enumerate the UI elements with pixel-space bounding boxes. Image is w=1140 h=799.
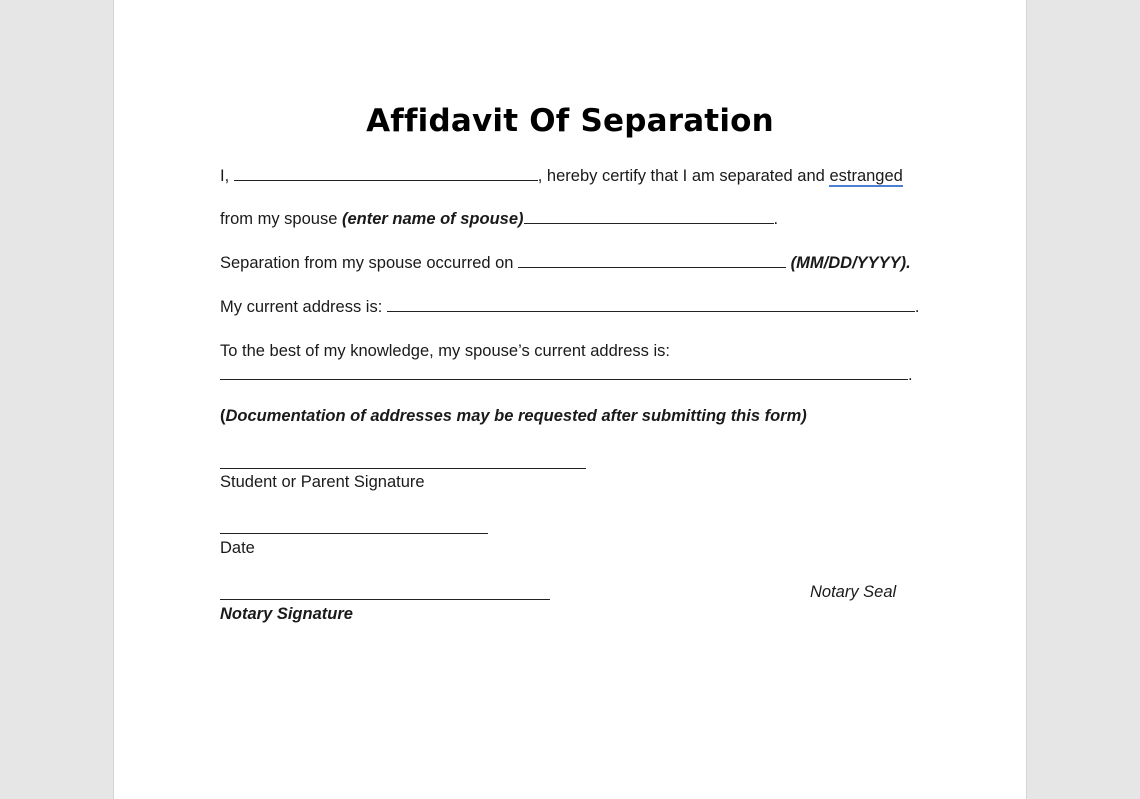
spouse-name-blank[interactable]	[524, 209, 774, 224]
notary-seal-label: Notary Seal	[810, 583, 897, 601]
certify-line: I, , hereby certify that I am separated and estranged	[220, 167, 903, 185]
signature-label: Student or Parent Signature	[220, 473, 425, 491]
date-format-hint: (MM/DD/YYYY).	[790, 254, 911, 272]
date-blank[interactable]	[220, 533, 488, 534]
spouse-address-label: To the best of my knowledge, my spouse’s current address is:	[220, 342, 670, 360]
signature-blank[interactable]	[220, 468, 586, 469]
spouse-name-line: from my spouse (enter name of spouse) .	[220, 210, 779, 228]
document-title: Affidavit Of Separation	[366, 103, 774, 139]
separation-date-blank[interactable]	[518, 253, 786, 268]
name-blank[interactable]	[234, 166, 538, 181]
documentation-note: (Documentation of addresses may be requested after submitting this form)	[220, 407, 807, 425]
spellcheck-flagged-word[interactable]: estranged	[829, 167, 903, 185]
spouse-name-hint: (enter name of spouse)	[341, 210, 524, 228]
spouse-address-line: .	[220, 365, 913, 385]
notary-signature-label: Notary Signature	[220, 605, 353, 623]
spouse-address-blank[interactable]	[220, 365, 908, 380]
separation-date-line: Separation from my spouse occurred on (MM/DD/YYYY).	[220, 254, 911, 272]
current-address-line: My current address is: .	[220, 298, 920, 316]
current-address-blank[interactable]	[387, 297, 915, 312]
notary-signature-blank[interactable]	[220, 599, 550, 600]
document-page	[113, 0, 1027, 799]
date-label: Date	[220, 539, 255, 557]
